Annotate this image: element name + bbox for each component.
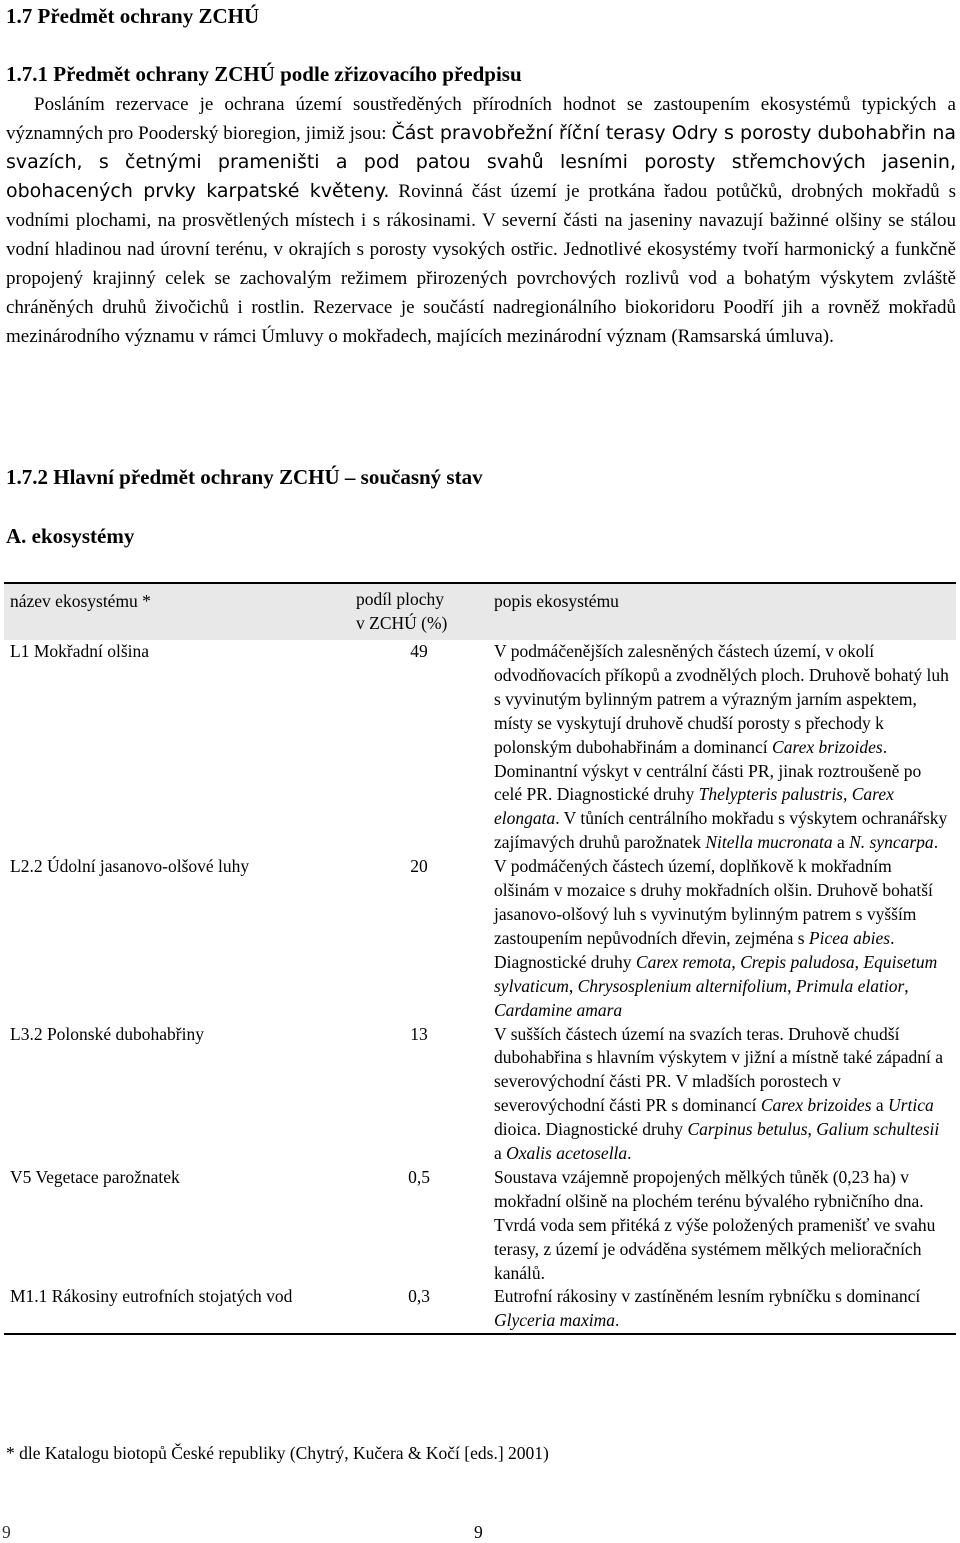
species-name: N. syncarpa [849, 832, 934, 853]
ecosystem-description [488, 855, 956, 1022]
body-text-serif: Rovinná část území je protkána řadou potůčků, drobných mokřadů s vodními plochami, na prosvětlených místech i s rákosinami. V severní části na jaseniny navazují bažinné olšiny se stálou vodní hladinou nad úrovní terénu, v okrajích s porosty vysokých ostřic. Jednotlivé ekosystémy tvoří harmonický a funkčně propojený krajinný celek se zachovalým režimem přirozených povrchových rozlivů vod a bohatým výskytem zvláště chráněných druhů živočichů i rostlin. Rezervace je součástí nadregionálního biokoridoru Poodří jih a rovněž mokřadů mezinárodního významu v rámci Úmluvy o mokřadech, majících mezinárodní význam (Ramsarská úmluva). [6, 181, 956, 347]
ecosystem-name: L1 Mokřadní olšina [10, 641, 150, 661]
species-name: Urtica [888, 1095, 934, 1116]
species-name: Equisetum sylvaticum [494, 951, 938, 996]
header-share-line2: v ZCHÚ (%) [356, 612, 448, 633]
description-text: a [832, 832, 850, 853]
ecosystem-share: 13 [410, 1023, 428, 1044]
intro-text: Posláním rezervace je ochrana území soustředěných přírodních hodnot se zastoupením ekosystémů typických a významných pro Pooderský bioregion, jimiž jsou: [6, 94, 956, 144]
species-name: Crepis paludosa [740, 951, 855, 972]
description-text: . Dominantní výskyt v centrální části PR, jinak roztroušeně po celé PR. Diagnostické druhy [494, 736, 922, 805]
description-text: , [568, 975, 578, 996]
table-header-row [4, 583, 956, 640]
ecosystem-name: V5 Vegetace parožnatek [10, 1166, 180, 1187]
description-text: . [627, 1143, 632, 1164]
species-name: Carex brizoides [772, 736, 883, 757]
description-text: , [904, 975, 909, 996]
description-text: . [615, 1310, 620, 1331]
ecosystem-description [488, 640, 956, 855]
species-name: Carex elongata [494, 784, 894, 829]
description-text: , [854, 951, 864, 972]
species-name: Galium schultesii [816, 1119, 940, 1140]
ecosystems-heading: A. ekosystémy [6, 524, 135, 548]
header-description: popis ekosystému [488, 583, 956, 640]
stray-page-mark: 9 [2, 1522, 11, 1542]
description-text: V podmáčených částech území, doplňkově k mokřadním olšinám v mozaice s druhy mokřadních olšin. Druhově bohatší jasanovo-olšový luh s vyvinutým bylinným patrem s vyšším zastoupením nepůvodních dřevin, zejména s [494, 856, 933, 948]
ecosystem-description [488, 1285, 956, 1334]
header-name: název ekosystému * [4, 583, 350, 640]
ecosystem-share: 20 [410, 856, 428, 877]
subsection-heading: 1.7.1 Předmět ochrany ZCHÚ podle zřizovacího předpisu [6, 62, 522, 86]
ecosystem-share: 49 [410, 641, 428, 661]
species-name: Picea abies [808, 927, 891, 948]
species-name: Cardamine amara [494, 999, 623, 1020]
page-number: 9 [474, 1522, 483, 1542]
subsection-heading-current: 1.7.2 Hlavní předmět ochrany ZCHÚ – současný stav [6, 465, 483, 489]
ecosystem-name: L3.2 Polonské dubohabřiny [10, 1023, 204, 1044]
table-row [4, 1166, 956, 1286]
table-row [4, 855, 956, 1022]
ecosystem-name: L2.2 Údolní jasanovo-olšové luhy [10, 856, 250, 877]
description-text: a [871, 1095, 889, 1116]
species-name: Oxalis acetosella [506, 1143, 628, 1164]
description-text: . [933, 832, 939, 853]
description-text: , [807, 1119, 817, 1140]
description-text: . V tůních centrálního mokřadu s výskytem ochranářsky zajímavých druhů parožnatek [494, 808, 948, 853]
ecosystem-name: M1.1 Rákosiny eutrofních stojatých vod [4, 1285, 350, 1334]
intro-paragraph [6, 90, 956, 351]
table-row [4, 1023, 956, 1166]
footnote: * dle Katalogu biotopů České republiky (Chytrý, Kučera & Kočí [eds.] 2001) [6, 1443, 549, 1463]
ecosystem-share: 0,3 [350, 1285, 488, 1334]
body-text-sans: Část pravobřežní říční terasy Odry s porosty dubohabřin na svazích, s četnými prameništi a pod patou svahů lesními porosty střemchových jasenin, obohacených prvky karpatské květeny. [6, 122, 957, 202]
description-text: . Diagnostické druhy [494, 927, 895, 972]
description-text: dioica. Diagnostické druhy [494, 1119, 688, 1140]
description-text: V podmáčenějších zalesněných částech území, v okolí odvodňovacích příkopů a zvodnělých ploch. Druhově bohatý luh s vyvinutým bylinným patrem a výrazným jarním aspektem, místy se vyskytují druhově chudší porosty s přechody k polonským dubohabřinám a dominancí [494, 641, 949, 757]
species-name: Nitella mucronata [705, 832, 833, 853]
description-text: , [787, 975, 796, 996]
species-name: Primula elatior [795, 975, 905, 996]
description-text: a [494, 1143, 507, 1164]
header-share [350, 583, 488, 640]
table-row [4, 640, 956, 855]
species-name: Thelypteris palustris [698, 784, 843, 805]
species-name: Glyceria maxima [494, 1310, 616, 1331]
header-share-line1: podíl plochy [356, 589, 444, 609]
ecosystem-share: 0,5 [408, 1166, 430, 1187]
species-name: Carpinus betulus [687, 1119, 808, 1140]
description-text: V sušších částech území na svazích teras. Druhově chudší dubohabřina s hlavním výskytem v jižní a místně také západní a severovýchodní části PR. V mladších porostech v severovýchodní části PR s dominancí [494, 1023, 944, 1116]
table-row [4, 1285, 956, 1334]
species-name: Carex brizoides [760, 1095, 872, 1116]
species-name: Chrysosplenium alternifolium [577, 975, 788, 996]
species-name: Carex remota [635, 951, 732, 972]
description-text: Soustava vzájemně propojených mělkých tůněk (0,23 ha) v mokřadní olšině na plochém terénu bývalého rybničního dna. Tvrdá voda sem přitéká z výše položených pramenišť ve svahu terasy, z území je odváděna systémem mělkých melioračních kanálů. [494, 1166, 936, 1283]
description-text: , [731, 951, 741, 972]
ecosystems-table [4, 582, 956, 1335]
ecosystem-description [488, 1166, 956, 1286]
description-text: , [843, 784, 852, 805]
section-heading: 1.7 Předmět ochrany ZCHÚ [6, 4, 260, 28]
ecosystem-description [488, 1023, 956, 1166]
description-text: Eutrofní rákosiny v zastíněném lesním rybníčku s dominancí [494, 1286, 921, 1307]
